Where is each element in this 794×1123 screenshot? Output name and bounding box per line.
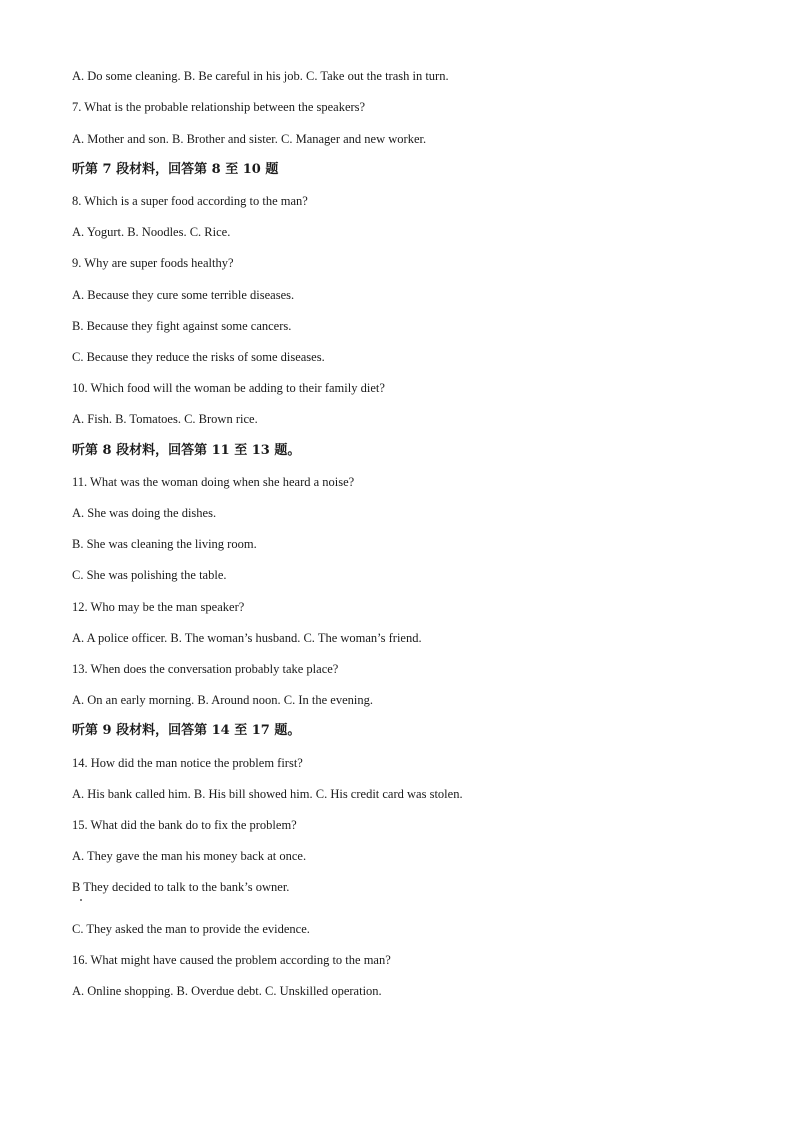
answer-option-q9-c: C. Because they reduce the risks of some diseases. — [72, 350, 325, 364]
section-heading-7: 听第 7 段材料，回答第 8 至 10 题 — [72, 162, 279, 177]
answer-option-q9-b: B. Because they fight against some cancers. — [72, 319, 292, 333]
answer-option-q15-a: A. They gave the man his money back at once. — [72, 849, 307, 863]
answer-options-q7: A. Mother and son. B. Brother and sister. C. Manager and new worker. — [72, 132, 427, 146]
question-12: 12. Who may be the man speaker? — [72, 600, 245, 614]
answer-options-q10: A. Fish. B. Tomatoes. C. Brown rice. — [72, 412, 258, 426]
answer-option-q11-a: A. She was doing the dishes. — [72, 506, 217, 520]
section-heading-9: 听第 9 段材料，回答第 14 至 17 题。 — [72, 723, 301, 738]
stray-dot-mark — [80, 899, 82, 901]
answer-option-q9-a: A. Because they cure some terrible diseases. — [72, 288, 295, 302]
answer-options-q16: A. Online shopping. B. Overdue debt. C. Unskilled operation. — [72, 984, 382, 998]
question-15: 15. What did the bank do to fix the problem? — [72, 818, 297, 832]
question-9: 9. Why are super foods healthy? — [72, 256, 234, 270]
answer-option-q15-c: C. They asked the man to provide the evidence. — [72, 922, 310, 936]
answer-option-q11-c: C. She was polishing the table. — [72, 568, 227, 582]
answer-options-q14: A. His bank called him. B. His bill showed him. C. His credit card was stolen. — [72, 787, 463, 801]
answer-options-q8: A. Yogurt. B. Noodles. C. Rice. — [72, 225, 231, 239]
answer-option-q15-b: B They decided to talk to the bank’s owner. — [72, 880, 290, 894]
question-16: 16. What might have caused the problem according to the man? — [72, 953, 391, 967]
question-7: 7. What is the probable relationship between the speakers? — [72, 100, 366, 114]
question-14: 14. How did the man notice the problem first? — [72, 756, 303, 770]
answer-options-q12: A. A police officer. B. The woman’s husband. C. The woman’s friend. — [72, 631, 422, 645]
question-11: 11. What was the woman doing when she heard a noise? — [72, 475, 355, 489]
answer-options-q6: A. Do some cleaning. B. Be careful in his job. C. Take out the trash in turn. — [72, 69, 449, 83]
question-10: 10. Which food will the woman be adding to their family diet? — [72, 381, 385, 395]
answer-options-q13: A. On an early morning. B. Around noon. C. In the evening. — [72, 693, 373, 707]
answer-option-q11-b: B. She was cleaning the living room. — [72, 537, 257, 551]
question-13: 13. When does the conversation probably take place? — [72, 662, 339, 676]
section-heading-8: 听第 8 段材料，回答第 11 至 13 题。 — [72, 443, 301, 458]
question-8: 8. Which is a super food according to the man? — [72, 194, 308, 208]
